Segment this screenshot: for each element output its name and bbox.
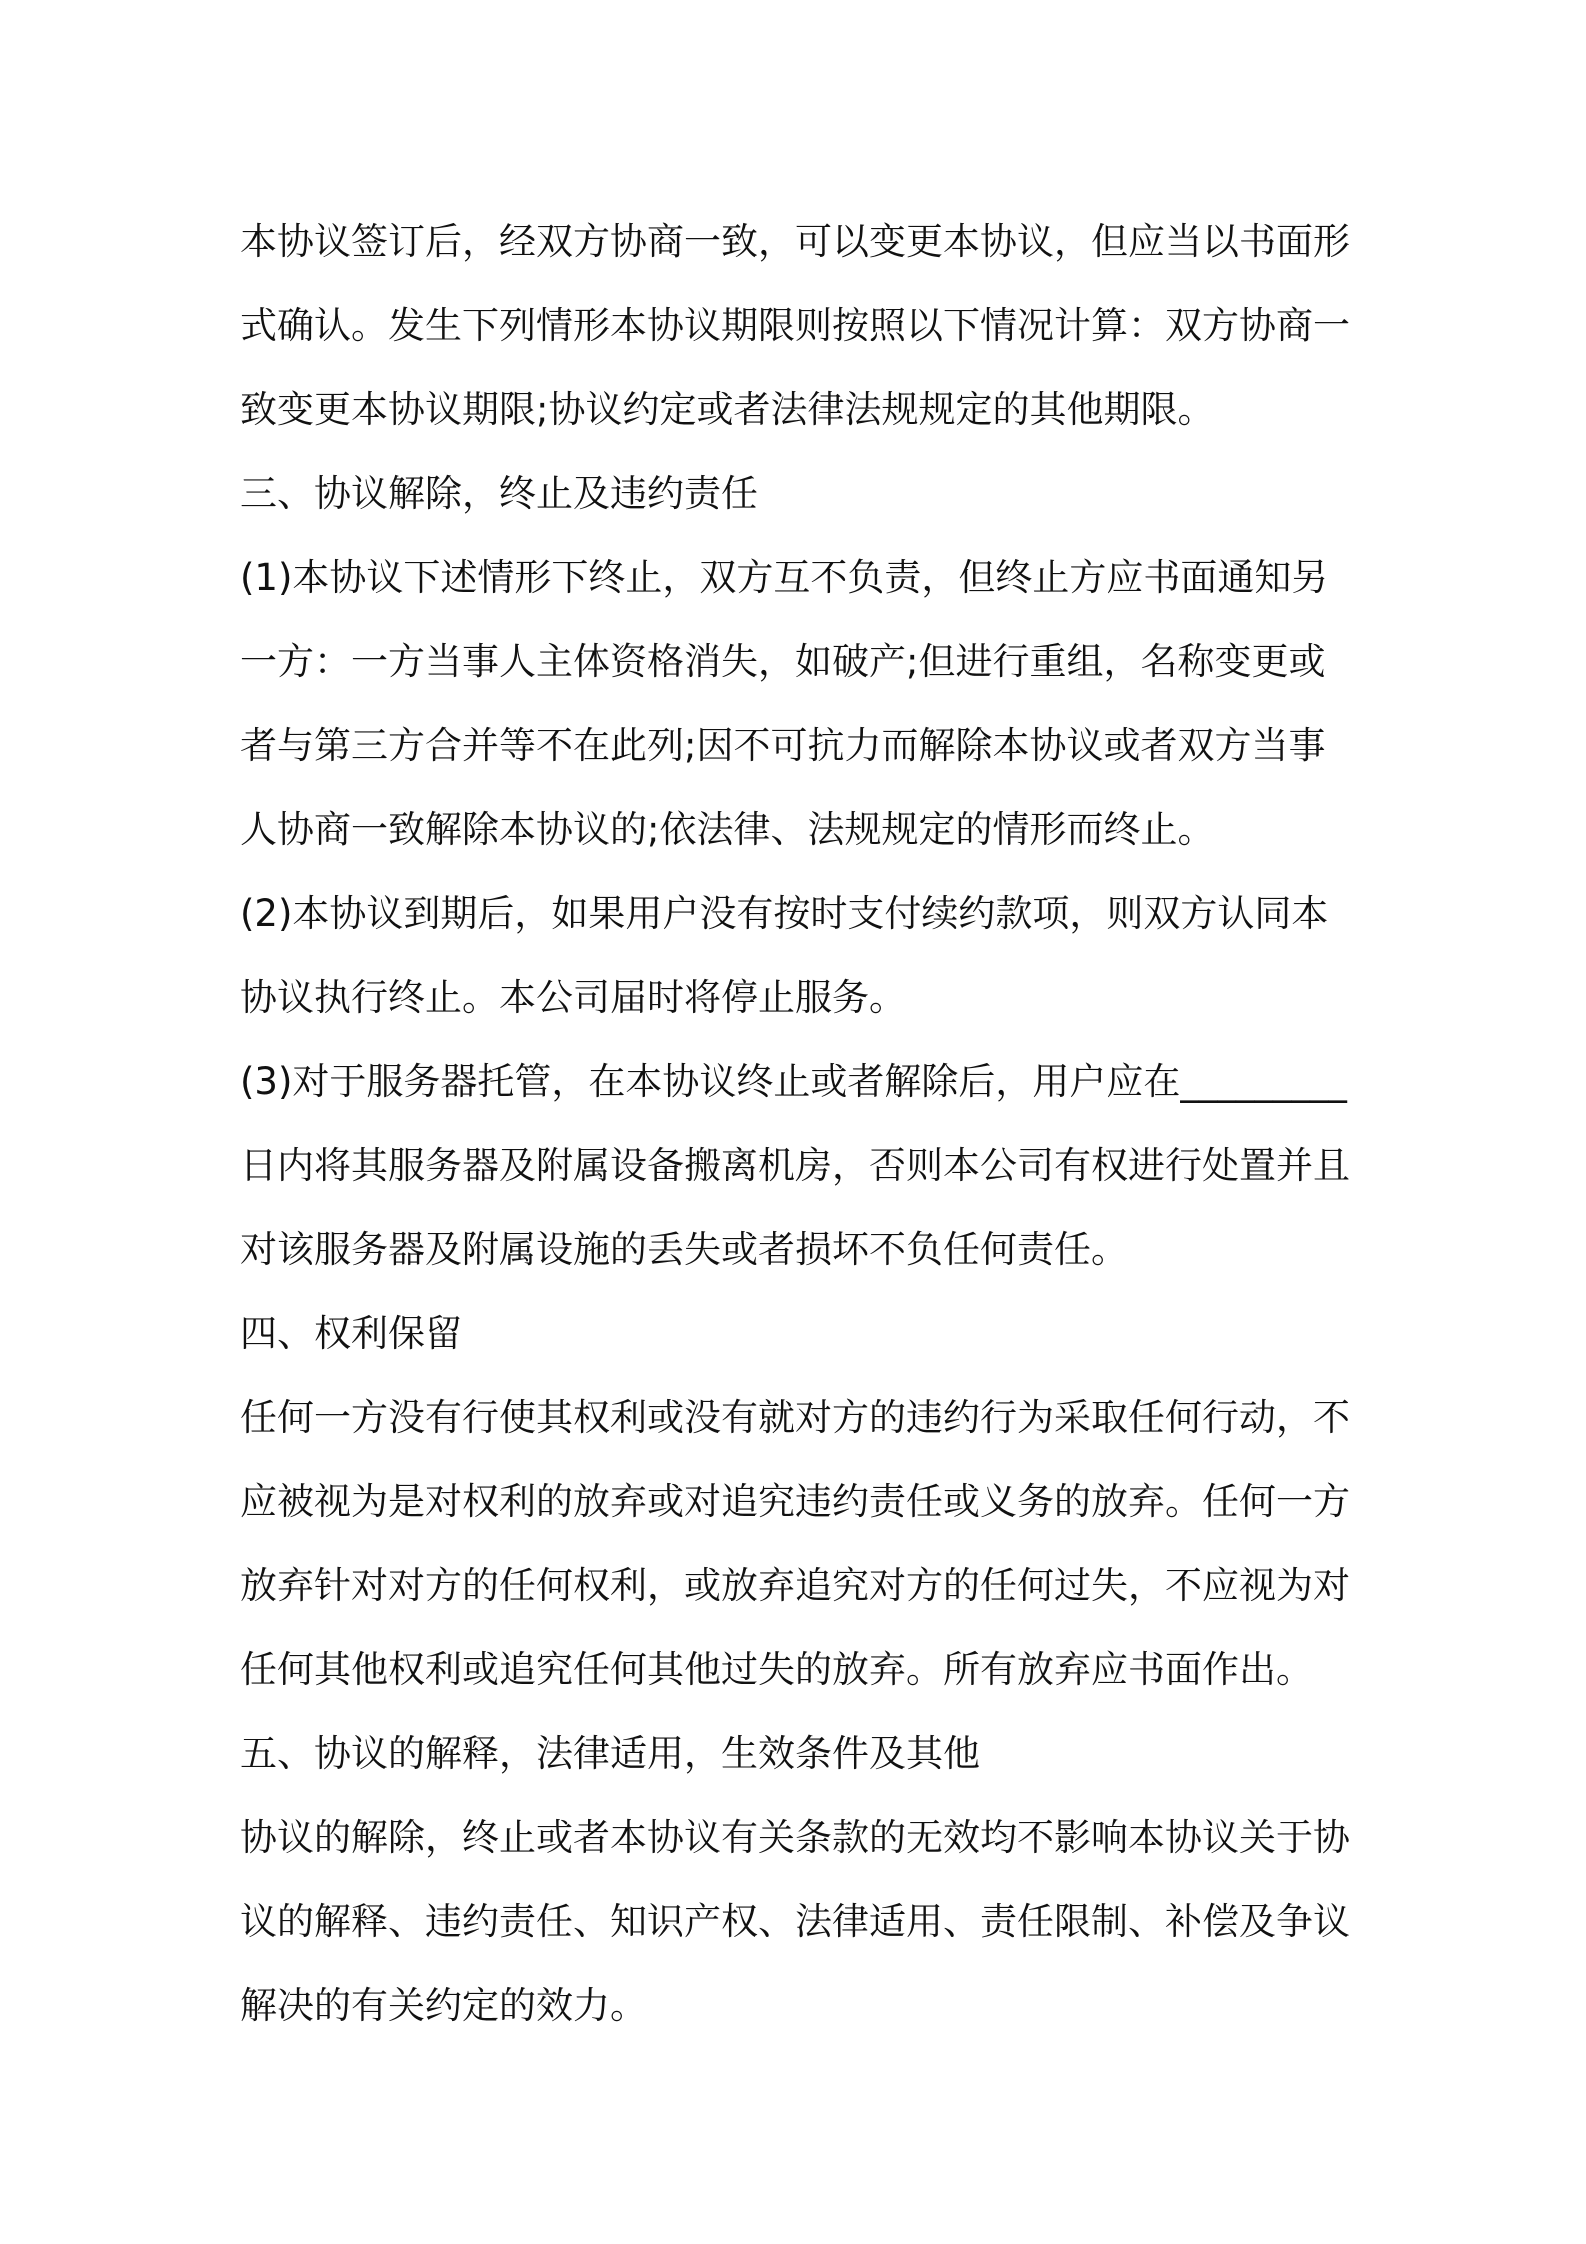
paragraph-line: (2)本协议到期后，如果用户没有按时支付续约款项，则双方认同本 (240, 892, 1329, 935)
paragraph-line: 致变更本协议期限;协议约定或者法律法规规定的其他期限。 (240, 388, 1215, 431)
paragraph-line: 解决的有关约定的效力。 (240, 1984, 647, 2027)
paragraph-line: 议的解释、违约责任、知识产权、法律适用、责任限制、补偿及争议 (240, 1900, 1350, 1943)
paragraph-line: (1)本协议下述情形下终止，双方互不负责，但终止方应书面通知另 (240, 556, 1329, 599)
document-body (240, 200, 1360, 2048)
paragraph-line: 任何其他权利或追究任何其他过失的放弃。所有放弃应书面作出。 (240, 1648, 1313, 1691)
paragraph-line: 者与第三方合并等不在此列;因不可抗力而解除本协议或者双方当事 (240, 724, 1326, 767)
paragraph-line: 一方：一方当事人主体资格消失，如破产;但进行重组，名称变更或 (240, 640, 1326, 683)
paragraph-line: 式确认。发生下列情形本协议期限则按照以下情况计算：双方协商一 (240, 304, 1350, 347)
paragraph-line: (3)对于服务器托管，在本协议终止或者解除后，用户应在_________ (240, 1060, 1347, 1103)
paragraph-line: 本协议签订后，经双方协商一致，可以变更本协议，但应当以书面形 (240, 220, 1350, 263)
section-heading: 四、权利保留 (240, 1312, 462, 1355)
section-heading: 三、协议解除，终止及违约责任 (240, 472, 758, 515)
paragraph-line: 协议执行终止。本公司届时将停止服务。 (240, 976, 906, 1019)
paragraph-line: 应被视为是对权利的放弃或对追究违约责任或义务的放弃。任何一方 (240, 1480, 1350, 1523)
paragraph-line: 对该服务器及附属设施的丢失或者损坏不负任何责任。 (240, 1228, 1128, 1271)
section-heading: 五、协议的解释，法律适用，生效条件及其他 (240, 1732, 980, 1775)
paragraph-line: 日内将其服务器及附属设备搬离机房，否则本公司有权进行处置并且 (240, 1144, 1350, 1187)
paragraph-line: 协议的解除，终止或者本协议有关条款的无效均不影响本协议关于协 (240, 1816, 1350, 1859)
paragraph-line: 放弃针对对方的任何权利，或放弃追究对方的任何过失，不应视为对 (240, 1564, 1350, 1607)
paragraph-line: 任何一方没有行使其权利或没有就对方的违约行为采取任何行动，不 (240, 1396, 1350, 1439)
paragraph-line: 人协商一致解除本协议的;依法律、法规规定的情形而终止。 (240, 808, 1215, 851)
